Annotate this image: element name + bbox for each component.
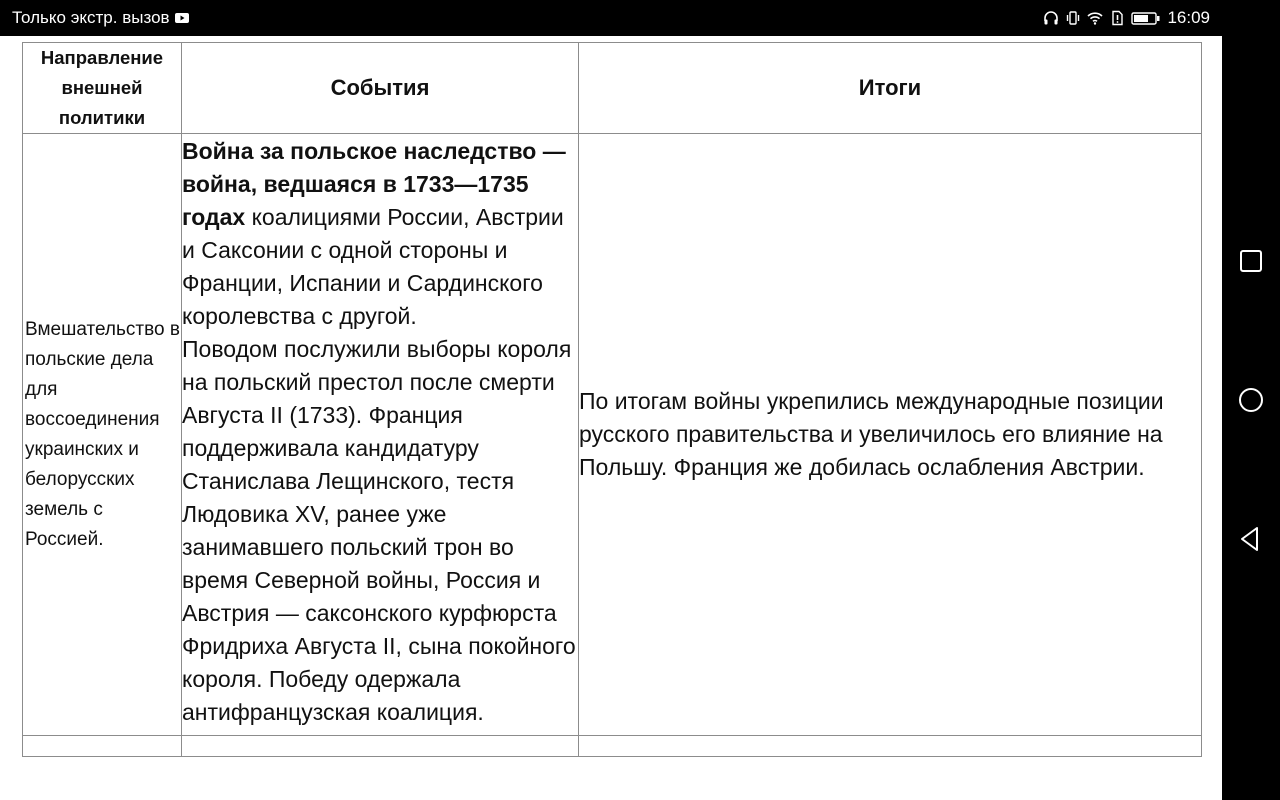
cell-results: По итогам войны укрепились международные позиции русского правительства и увеличилось его влияние на Польшу. Франция же добилась ослабления Австрии. bbox=[579, 134, 1202, 736]
cell-empty bbox=[579, 736, 1202, 757]
page-content[interactable] bbox=[0, 36, 1222, 800]
navigation-bar bbox=[1222, 0, 1280, 800]
foreign-policy-table bbox=[22, 42, 1202, 757]
back-icon[interactable] bbox=[1238, 526, 1264, 552]
cell-events bbox=[182, 134, 579, 736]
wifi-icon bbox=[1087, 10, 1103, 26]
header-results: Итоги bbox=[579, 43, 1202, 134]
table-row bbox=[23, 134, 1202, 736]
recent-apps-icon[interactable] bbox=[1238, 248, 1264, 274]
status-bar bbox=[0, 0, 1222, 36]
carrier-status-text: Только экстр. вызов bbox=[12, 8, 170, 27]
youtube-icon bbox=[174, 10, 190, 26]
sim-alert-icon bbox=[1109, 10, 1125, 26]
header-events: События bbox=[182, 43, 579, 134]
vibrate-icon bbox=[1065, 10, 1081, 26]
cell-empty bbox=[23, 736, 182, 757]
header-direction: Направление внешней политики bbox=[23, 43, 182, 134]
table-row bbox=[23, 736, 1202, 757]
cell-direction: Вмешательство в польские дела для воссоединения украинских и белорусских земель с Россией. bbox=[23, 134, 182, 736]
headphones-icon bbox=[1043, 10, 1059, 26]
home-icon[interactable] bbox=[1238, 387, 1264, 413]
events-bold-text: Война за польское наследство — война, ведшаяся в 1733—1735 годах bbox=[182, 138, 566, 230]
battery-icon bbox=[1131, 10, 1161, 26]
clock-text: 16:09 bbox=[1167, 8, 1210, 27]
events-body-text: коалициями России, Австрии и Саксонии с одной стороны и Франции, Испании и Сардинского королевства с другой. Поводом послужили выборы короля на польский престол после смерти Августа II (1733). Франция поддерживала кандидатуру Станислава Лещинского, тестя Людовика XV, ранее уже занимавшего польский трон во время Северной войны, Россия и Австрия — саксонского курфюрста Фридриха Августа II, сына покойного короля. Победу одержала антифранцузская коалиция. bbox=[182, 204, 576, 725]
cell-empty bbox=[182, 736, 579, 757]
table-header-row bbox=[23, 43, 1202, 134]
